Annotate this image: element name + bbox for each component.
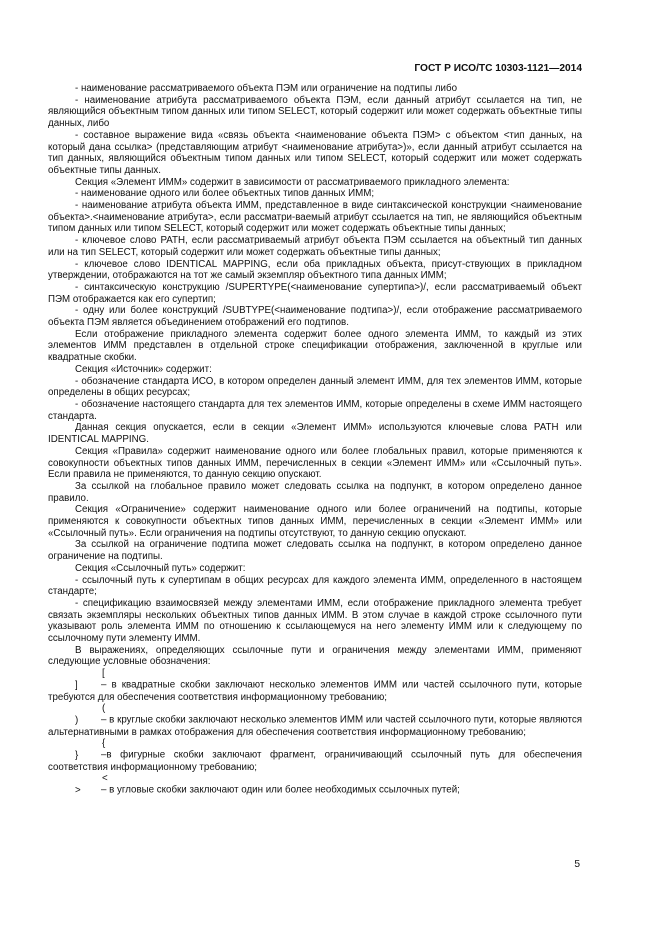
paragraph: - одну или более конструкций /SUBTYPE(<наименование подтипа>)/, если отображение рассматриваемого объекта ПЭМ является объединением отображений его подтипов. xyxy=(48,305,582,329)
paragraph: - ключевое слово IDENTICAL MAPPING, если оба прикладных объекта, присут-ствующих в прикладном утверждении, отображаются на тот же самый экземпляр объектного типа данных ИММ; xyxy=(48,258,582,282)
paragraph: За ссылкой на ограничение подтипа может следовать ссылка на подпункт, в котором определено данное ограничение на подтипы. xyxy=(48,539,582,563)
paragraph: - ссылочный путь к супертипам в общих ресурсах для каждого элемента ИММ, определенного в настоящем стандарте; xyxy=(48,574,582,598)
paragraph: Данная секция опускается, если в секции «Элемент ИММ» используются ключевые слова PATH или IDENTICAL MAPPING. xyxy=(48,422,582,446)
paragraph: Если отображение прикладного элемента содержит более одного элемента ИММ, то каждый из этих элементов ИММ представлен в отдельной строке спецификации отображения, заключенной в круглые или квадратные скобки. xyxy=(48,328,582,364)
symbol-definition xyxy=(48,668,582,703)
document-body xyxy=(48,83,582,797)
symbol-description: – в квадратные скобки заключают несколько элементов ИММ или частей ссылочного пути, которые требуются для обеспечения соответствия информационному требованию; xyxy=(48,679,582,703)
paragraph: - ключевое слово PATH, если рассматриваемый атрибут объекта ПЭМ ссылается на объектный тип данных или на тип SELECT, который содержит или может содержать объектные типы данных; xyxy=(48,235,582,258)
symbol-description: – в угловые скобки заключают один или более необходимых ссылочных путей; xyxy=(101,785,460,797)
paragraph: - обозначение стандарта ИСО, в котором определен данный элемент ИММ, для тех элементов ИММ, которые определены в общих ресурсах; xyxy=(48,375,582,399)
symbol-definition xyxy=(48,773,582,796)
symbol-glyph: < > xyxy=(75,773,108,797)
symbol-description: – в круглые скобки заключают несколько элементов ИММ или частей ссылочного пути, которые являются альтернативными в рамках отображения для обеспечения соответствия информационному требованию; xyxy=(48,714,582,738)
paragraph: - наименование одного или более объектных типов данных ИММ; xyxy=(75,188,375,200)
symbol-glyph: { } xyxy=(75,738,106,762)
symbol-definition xyxy=(48,703,582,738)
document-header: ГОСТ Р ИСО/ТС 10303-1121—2014 xyxy=(414,63,582,74)
paragraph: - синтаксическую конструкцию /SUPERTYPE(<наименование супертипа>)/, если рассматриваемый объект ПЭМ отображается как его супертип; xyxy=(48,281,582,305)
page-number: 5 xyxy=(574,859,580,870)
symbol-glyph: ( ) xyxy=(75,703,106,726)
paragraph: - спецификацию взаимосвязей между элементами ИММ, если отображение прикладного элемента требует связать экземпляры нескольких объектных типов данных ИММ. В этом случае в каждой строке ссылочного пути указывают роль элемента ИММ по отношению к ссылающемуся на него элементу ИММ или к следующему по ссылочному пути элементу ИММ. xyxy=(48,597,582,645)
paragraph: Секция «Источник» содержит: xyxy=(75,363,212,375)
paragraph: - обозначение настоящего стандарта для тех элементов ИММ, которые определены в схеме ИММ настоящего стандарта. xyxy=(48,398,582,422)
paragraph: В выражениях, определяющих ссылочные пути и ограничения между элементами ИММ, применяют следующие условные обозначения: xyxy=(48,644,582,668)
paragraph: - наименование рассматриваемого объекта ПЭМ или ограничение на подтипы либо xyxy=(75,83,458,94)
paragraph: - наименование атрибута рассматриваемого объекта ПЭМ, если данный атрибут ссылается на тип, не являющийся объектным типом данных или типом SELECT, который содержит или может содержать объектные типы данных, либо xyxy=(48,94,582,130)
paragraph: Секция «Ограничение» содержит наименование одного или более ограничений на подтипы, которые применяются к совокупности объектных типов данных ИММ, перечисленных в секции «Элемент ИММ» или «Ссылочный путь». Если ограничения на подтипы отсутствуют, то данную секцию опускают. xyxy=(48,504,582,539)
paragraph: - наименование атрибута объекта ИММ, представленное в виде синтаксической конструкции <наименование объекта>.<наименование атрибута>, если рассматри-ваемый атрибут ссылается на тип, не являющийся объектным типом данных или типом SELECT, который содержит или может содержать объектные типы данных; xyxy=(48,200,582,235)
symbol-definition xyxy=(48,738,582,773)
paragraph: Секция «Правила» содержит наименование одного или более глобальных правил, которые применяются к совокупности объектных типов данных ИММ, перечисленных в секции «Элемент ИММ» или «Ссылочный путь». Если правила не применяются, то данную секцию опускают. xyxy=(48,445,582,481)
symbol-glyph: [ ] xyxy=(75,668,105,691)
symbol-description: –в фигурные скобки заключают фрагмент, ограничивающий ссылочный путь для обеспечения соответствия информационному требованию; xyxy=(48,750,582,773)
paragraph: Секция «Ссылочный путь» содержит: xyxy=(75,562,246,574)
paragraph: За ссылкой на глобальное правило может следовать ссылка на подпункт, в котором определено данное правило. xyxy=(48,480,582,504)
paragraph: - составное выражение вида «связь объекта <наименование объекта ПЭМ> с объектом <тип данных, на который дана ссылка> (представляющим атрибут <наименование атрибута>)», если данный атрибут ссылается на тип данных, являющийся объектным типом данных или типом SELECT, который содержит или может содержать объектные типы данных. xyxy=(48,129,582,176)
paragraph: Секция «Элемент ИММ» содержит в зависимости от рассматриваемого прикладного элемента: xyxy=(75,176,510,188)
